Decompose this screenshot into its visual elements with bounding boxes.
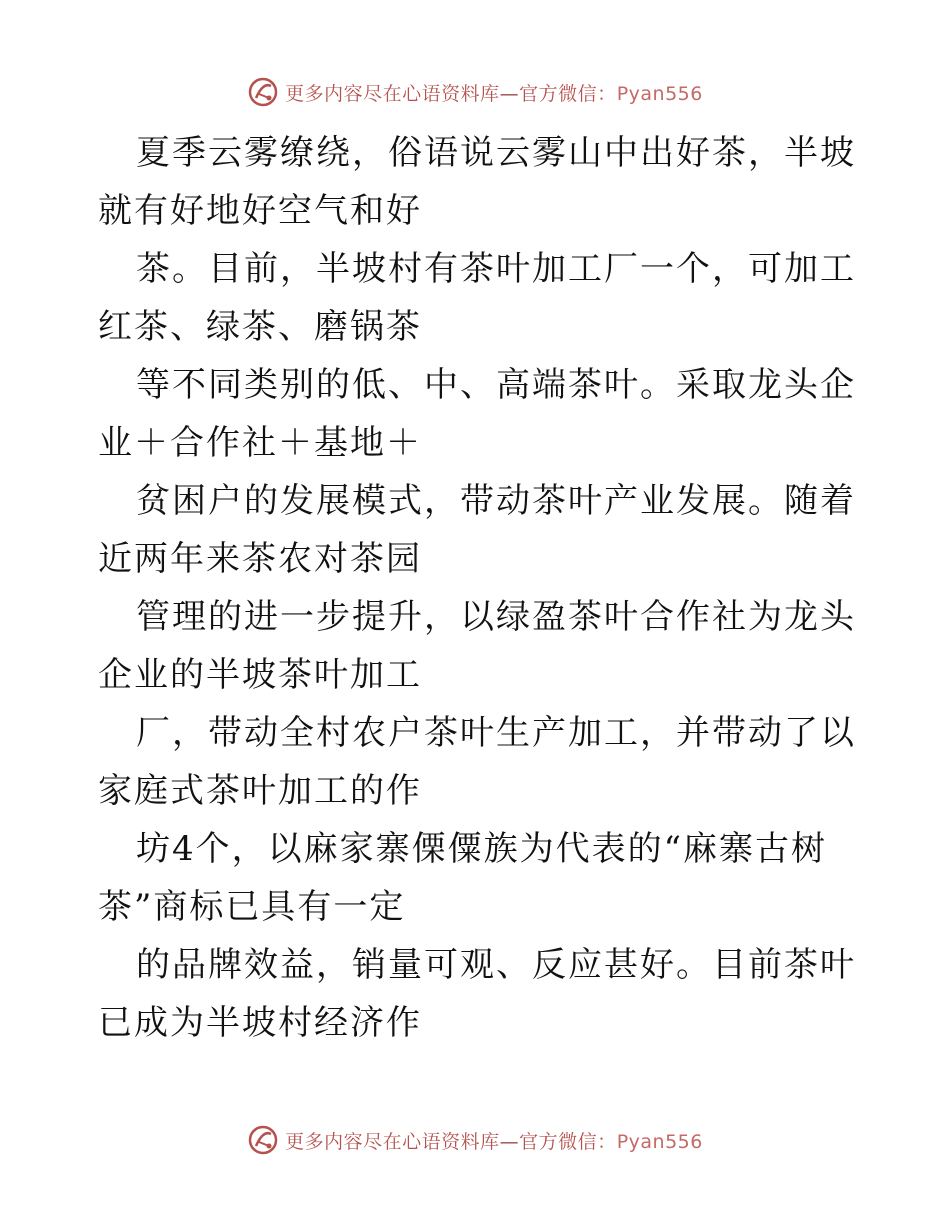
footer-watermark-text: 更多内容尽在心语资料库 — [285, 1130, 500, 1153]
header-watermark — [0, 72, 950, 112]
footer-separator: — — [499, 1130, 520, 1153]
paragraph: 等不同类别的低、中、高端茶叶。采取龙头企业＋合作社＋基地＋ — [98, 365, 856, 463]
header-separator: — — [499, 82, 520, 105]
paragraph: 坊4个，以麻家寨傈僳族为代表的“麻寨古树茶”商标已具有一定 — [98, 829, 828, 927]
footer-watermark-text-group — [285, 1127, 703, 1154]
paragraph: 管理的进一步提升，以绿盈茶叶合作社为龙头企业的半坡茶叶加工 — [98, 597, 856, 695]
footer-wechat-id: Pyan556 — [616, 1130, 703, 1153]
footer-watermark-inner — [247, 1124, 703, 1156]
paragraph: 的品牌效益，销量可观、反应甚好。目前茶叶已成为半坡村经济作 — [98, 945, 856, 1043]
paragraph: 贫困户的发展模式，带动茶叶产业发展。随着近两年来茶农对茶园 — [98, 481, 856, 579]
footer-wechat-label: 官方微信： — [519, 1130, 617, 1153]
header-wechat-label: 官方微信： — [519, 82, 617, 105]
footer-watermark — [0, 1120, 950, 1160]
header-wechat-id: Pyan556 — [616, 82, 703, 105]
brand-logo-icon — [247, 76, 279, 108]
header-watermark-inner — [247, 76, 703, 108]
brand-logo-icon — [247, 1124, 279, 1156]
paragraph: 厂，带动全村农户茶叶生产加工，并带动了以家庭式茶叶加工的作 — [98, 713, 856, 811]
paragraph: 夏季云雾缭绕，俗语说云雾山中出好茶，半坡就有好地好空气和好 — [98, 133, 856, 231]
document-body — [98, 125, 858, 1053]
header-watermark-text-group — [285, 79, 703, 106]
header-watermark-text: 更多内容尽在心语资料库 — [285, 82, 500, 105]
paragraph: 茶。目前，半坡村有茶叶加工厂一个，可加工红茶、绿茶、磨锅茶 — [98, 249, 856, 347]
